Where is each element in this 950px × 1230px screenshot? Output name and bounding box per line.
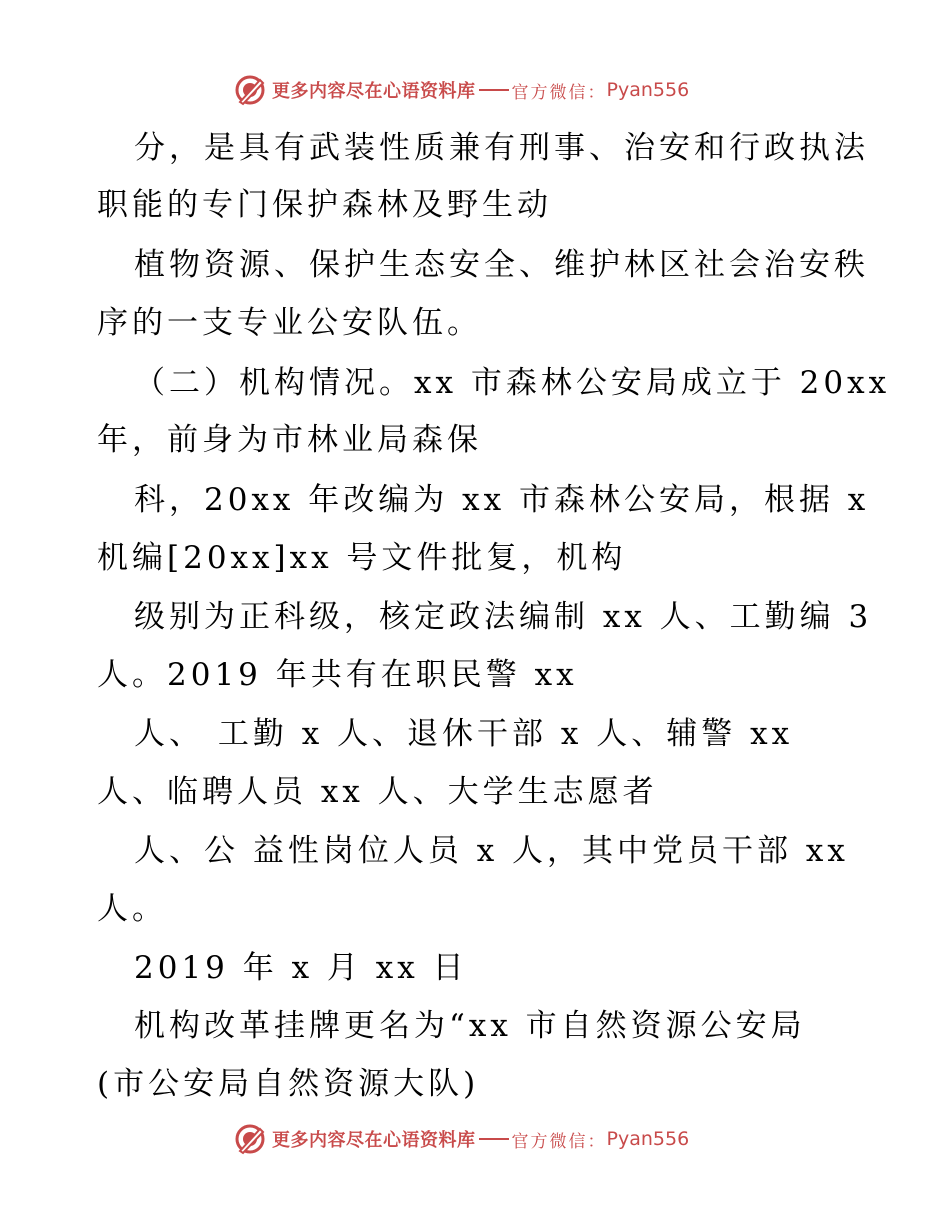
- body-line: 分，是具有武装性质兼有刑事、治安和行政执法: [134, 130, 869, 166]
- body-line: （二）机构情况。xx 市森林公安局成立于 20xx: [134, 365, 891, 401]
- watermark-wechat-id: Pyan556: [606, 1128, 690, 1150]
- body-line: 人。2019 年共有在职民警 xx: [97, 657, 578, 693]
- watermark-brand: 更多内容尽在心语资料库: [272, 1130, 476, 1151]
- body-line: 年，前身为市林业局森保: [97, 422, 482, 458]
- body-line: 级别为正科级，核定政法编制 xx 人、工勤编 3: [134, 599, 873, 635]
- footer-watermark: [234, 1122, 689, 1156]
- body-line: 人、 工勤 x 人、退休干部 x 人、辅警 xx: [134, 716, 794, 752]
- body-line: 科，20xx 年改编为 xx 市森林公安局，根据 x: [134, 482, 870, 518]
- body-line: 植物资源、保护生态安全、维护林区社会治安秩: [134, 247, 869, 283]
- watermark-wechat-label: 官方微信：: [511, 82, 607, 103]
- body-line: 人。: [97, 891, 167, 927]
- watermark-wechat-label: 官方微信：: [511, 1131, 607, 1152]
- body-line: (市公安局自然资源大队): [97, 1066, 480, 1102]
- body-line: 序的一支专业公安队伍。: [97, 305, 482, 341]
- body-line: 2019 年 x 月 xx 日: [134, 950, 468, 986]
- watermark-brand: 更多内容尽在心语资料库: [272, 81, 476, 102]
- body-line: 机编[20xx]xx 号文件批复，机构: [97, 540, 627, 576]
- watermark-wechat-id: Pyan556: [606, 79, 690, 101]
- watermark-dash: [479, 1138, 509, 1140]
- body-line: 职能的专门保护森林及野生动: [97, 187, 552, 223]
- body-line: 机构改革挂牌更名为“xx 市自然资源公安局: [134, 1008, 806, 1044]
- body-line: 人、公 益性岗位人员 x 人，其中党员干部 xx: [134, 833, 849, 869]
- body-line: 人、临聘人员 xx 人、大学生志愿者: [97, 774, 658, 810]
- quill-pen-logo-icon: [234, 1123, 266, 1155]
